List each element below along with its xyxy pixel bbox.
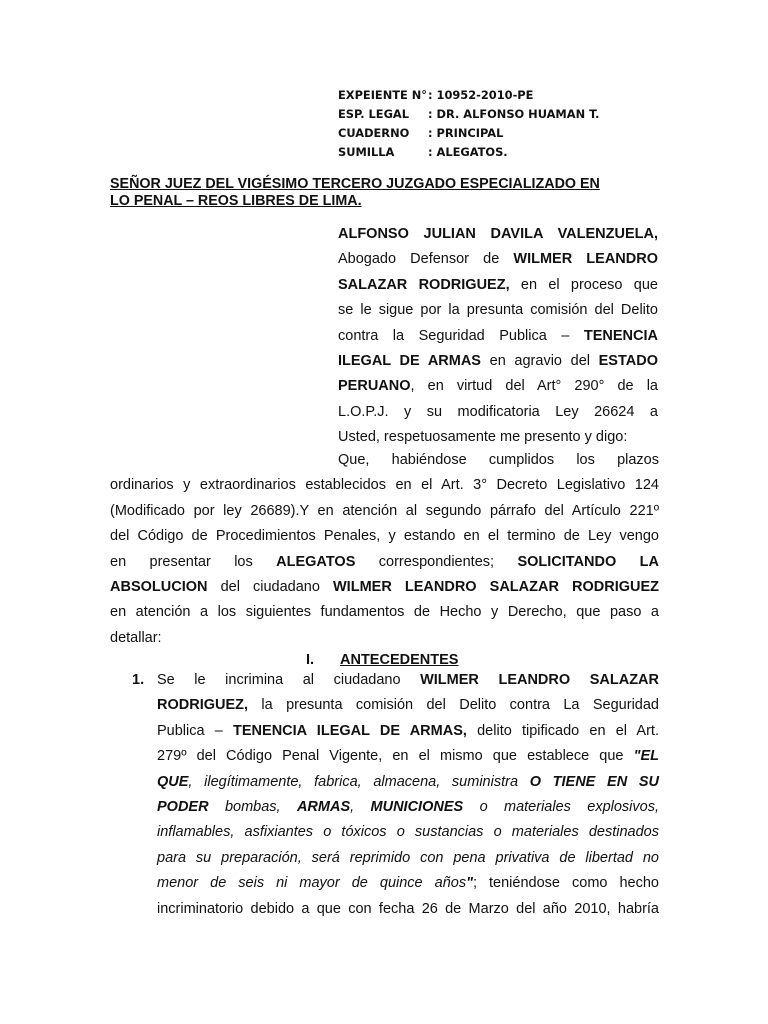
list-item <box>157 668 659 922</box>
header-value: : ALEGATOS. <box>428 145 508 159</box>
header-label: SUMILLA <box>338 145 395 159</box>
quote-emphasis: QUE <box>157 773 189 790</box>
intro-line <box>338 324 658 349</box>
body-line: en atención a los siguientes fundamentos de Hecho y Derecho, que paso a <box>110 604 659 621</box>
quote-text: , <box>350 799 371 816</box>
header-row-cuaderno <box>338 124 599 143</box>
text: contra la Seguridad Publica – <box>338 327 584 344</box>
intro-line <box>338 247 658 272</box>
body-line: Que, habiéndose cumplidos los plazos <box>338 452 659 468</box>
item-line <box>157 871 659 896</box>
addressee-line: SEÑOR JUEZ DEL VIGÉSIMO TERCERO JUZGADO ESPECIALIZADO EN <box>110 176 600 192</box>
intro-line <box>338 273 658 298</box>
client-name: WILMER LEANDRO <box>513 251 658 268</box>
emphasis: ALEGATOS <box>276 553 356 570</box>
addressee-heading <box>110 176 670 209</box>
quote-text: bombas, <box>208 799 297 816</box>
quote-emphasis: "EL <box>633 748 659 765</box>
quote-emphasis: O TIENE EN SU <box>529 773 659 790</box>
text: Abogado Defensor de <box>338 251 514 268</box>
body-line <box>110 550 659 575</box>
intro-line <box>338 222 658 247</box>
text: ; teniéndose como hecho <box>472 875 659 892</box>
intro-line <box>338 349 658 374</box>
quote-emphasis: ARMAS <box>296 799 351 816</box>
header-value: : PRINCIPAL <box>428 126 504 140</box>
quote-text: menor de seis ni mayor de quince años <box>157 875 467 892</box>
text: correspondientes; <box>355 553 518 570</box>
item-line <box>157 668 659 693</box>
text: en presentar los <box>110 553 277 570</box>
client-name: RODRIGUEZ, <box>157 697 249 714</box>
text: en el proceso que <box>509 276 658 293</box>
client-name: SALAZAR RODRIGUEZ, <box>338 276 510 293</box>
emphasis: ABSOLUCION <box>110 579 208 596</box>
text: en agravio del <box>480 353 599 370</box>
text: , en virtud del Art° 290° de la <box>410 378 658 395</box>
section-heading <box>306 652 458 668</box>
quote-text: para su preparación, será reprimido con pena privativa de libertad no <box>157 849 659 866</box>
quote-text: , ilegítimamente, fabrica, almacena, suministra <box>188 773 530 790</box>
header-label: CUADERNO <box>338 126 410 140</box>
offense: TENENCIA ILEGAL DE ARMAS, <box>233 722 467 739</box>
item-line <box>157 744 659 769</box>
quote-emphasis: " <box>466 875 473 892</box>
body-line: detallar: <box>110 629 162 646</box>
intro-line: se le sigue por la presunta comisión del Delito <box>338 302 658 319</box>
body-line: del Código de Procedimientos Penales, y estando en el termino de Ley vengo <box>110 528 659 545</box>
header-row-esp-legal <box>338 105 599 124</box>
lawyer-name: ALFONSO JULIAN DAVILA VALENZUELA, <box>338 226 658 242</box>
item-line <box>157 795 659 820</box>
header-row-sumilla <box>338 143 599 162</box>
body-line <box>110 575 659 600</box>
body-line: (Modificado por ley 26689).Y en atención al segundo párrafo del Artículo 221º <box>110 502 659 519</box>
quote-text: inflamables, asfixiantes o tóxicos o sustancias o materiales destinados <box>157 824 659 841</box>
header-label: ESP. LEGAL <box>338 107 409 121</box>
item-line <box>157 770 659 795</box>
text: Se le incrimina al ciudadano <box>157 672 421 688</box>
client-name: WILMER LEANDRO SALAZAR RODRIGUEZ <box>333 579 659 596</box>
item-line <box>157 820 659 845</box>
header-value: : 10952-2010-PE <box>428 88 534 102</box>
intro-line: L.O.P.J. y su modificatoria Ley 26624 a <box>338 403 658 420</box>
case-header <box>338 86 599 162</box>
aggrieved-party: PERUANO <box>338 378 411 395</box>
section-number: I. <box>306 652 315 668</box>
quote-text: o materiales explosivos, <box>463 799 659 816</box>
offense: ILEGAL DE ARMAS <box>338 353 481 370</box>
header-value: : DR. ALFONSO HUAMAN T. <box>428 107 600 121</box>
text: delito tipificado en el Art. <box>466 722 659 739</box>
body-line: ordinarios y extraordinarios establecidos en el Art. 3° Decreto Legislativo 124 <box>110 477 659 494</box>
addressee-line: LO PENAL – REOS LIBRES DE LIMA. <box>110 192 362 209</box>
header-row-expediente <box>338 86 599 105</box>
intro-line: Usted, respetuosamente me presento y digo: <box>338 429 628 446</box>
item-line: incriminatorio debido a que con fecha 26 de Marzo del año 2010, habría <box>157 900 659 917</box>
quote-emphasis: PODER <box>157 799 209 816</box>
intro-line <box>338 374 658 399</box>
list-item-number: 1. <box>132 672 145 688</box>
section-title: ANTECEDENTES <box>340 652 459 668</box>
item-line <box>157 846 659 871</box>
header-label: EXPEIENTE N° <box>338 88 427 102</box>
emphasis: SOLICITANDO LA <box>517 553 659 570</box>
item-line <box>157 719 659 744</box>
text: del ciudadano <box>207 579 333 596</box>
body-paragraph <box>110 448 659 651</box>
text: la presunta comisión del Delito contra La Seguridad <box>248 697 659 714</box>
offense: TENENCIA <box>583 327 658 344</box>
client-name: WILMER LEANDRO SALAZAR <box>420 672 659 688</box>
quote-emphasis: MUNICIONES <box>370 799 464 816</box>
text: 279º del Código Penal Vigente, en el mismo que establece que <box>157 748 634 765</box>
intro-paragraph <box>338 222 658 451</box>
aggrieved-party: ESTADO <box>598 353 658 370</box>
text: Publica – <box>157 722 234 739</box>
item-line <box>157 693 659 718</box>
